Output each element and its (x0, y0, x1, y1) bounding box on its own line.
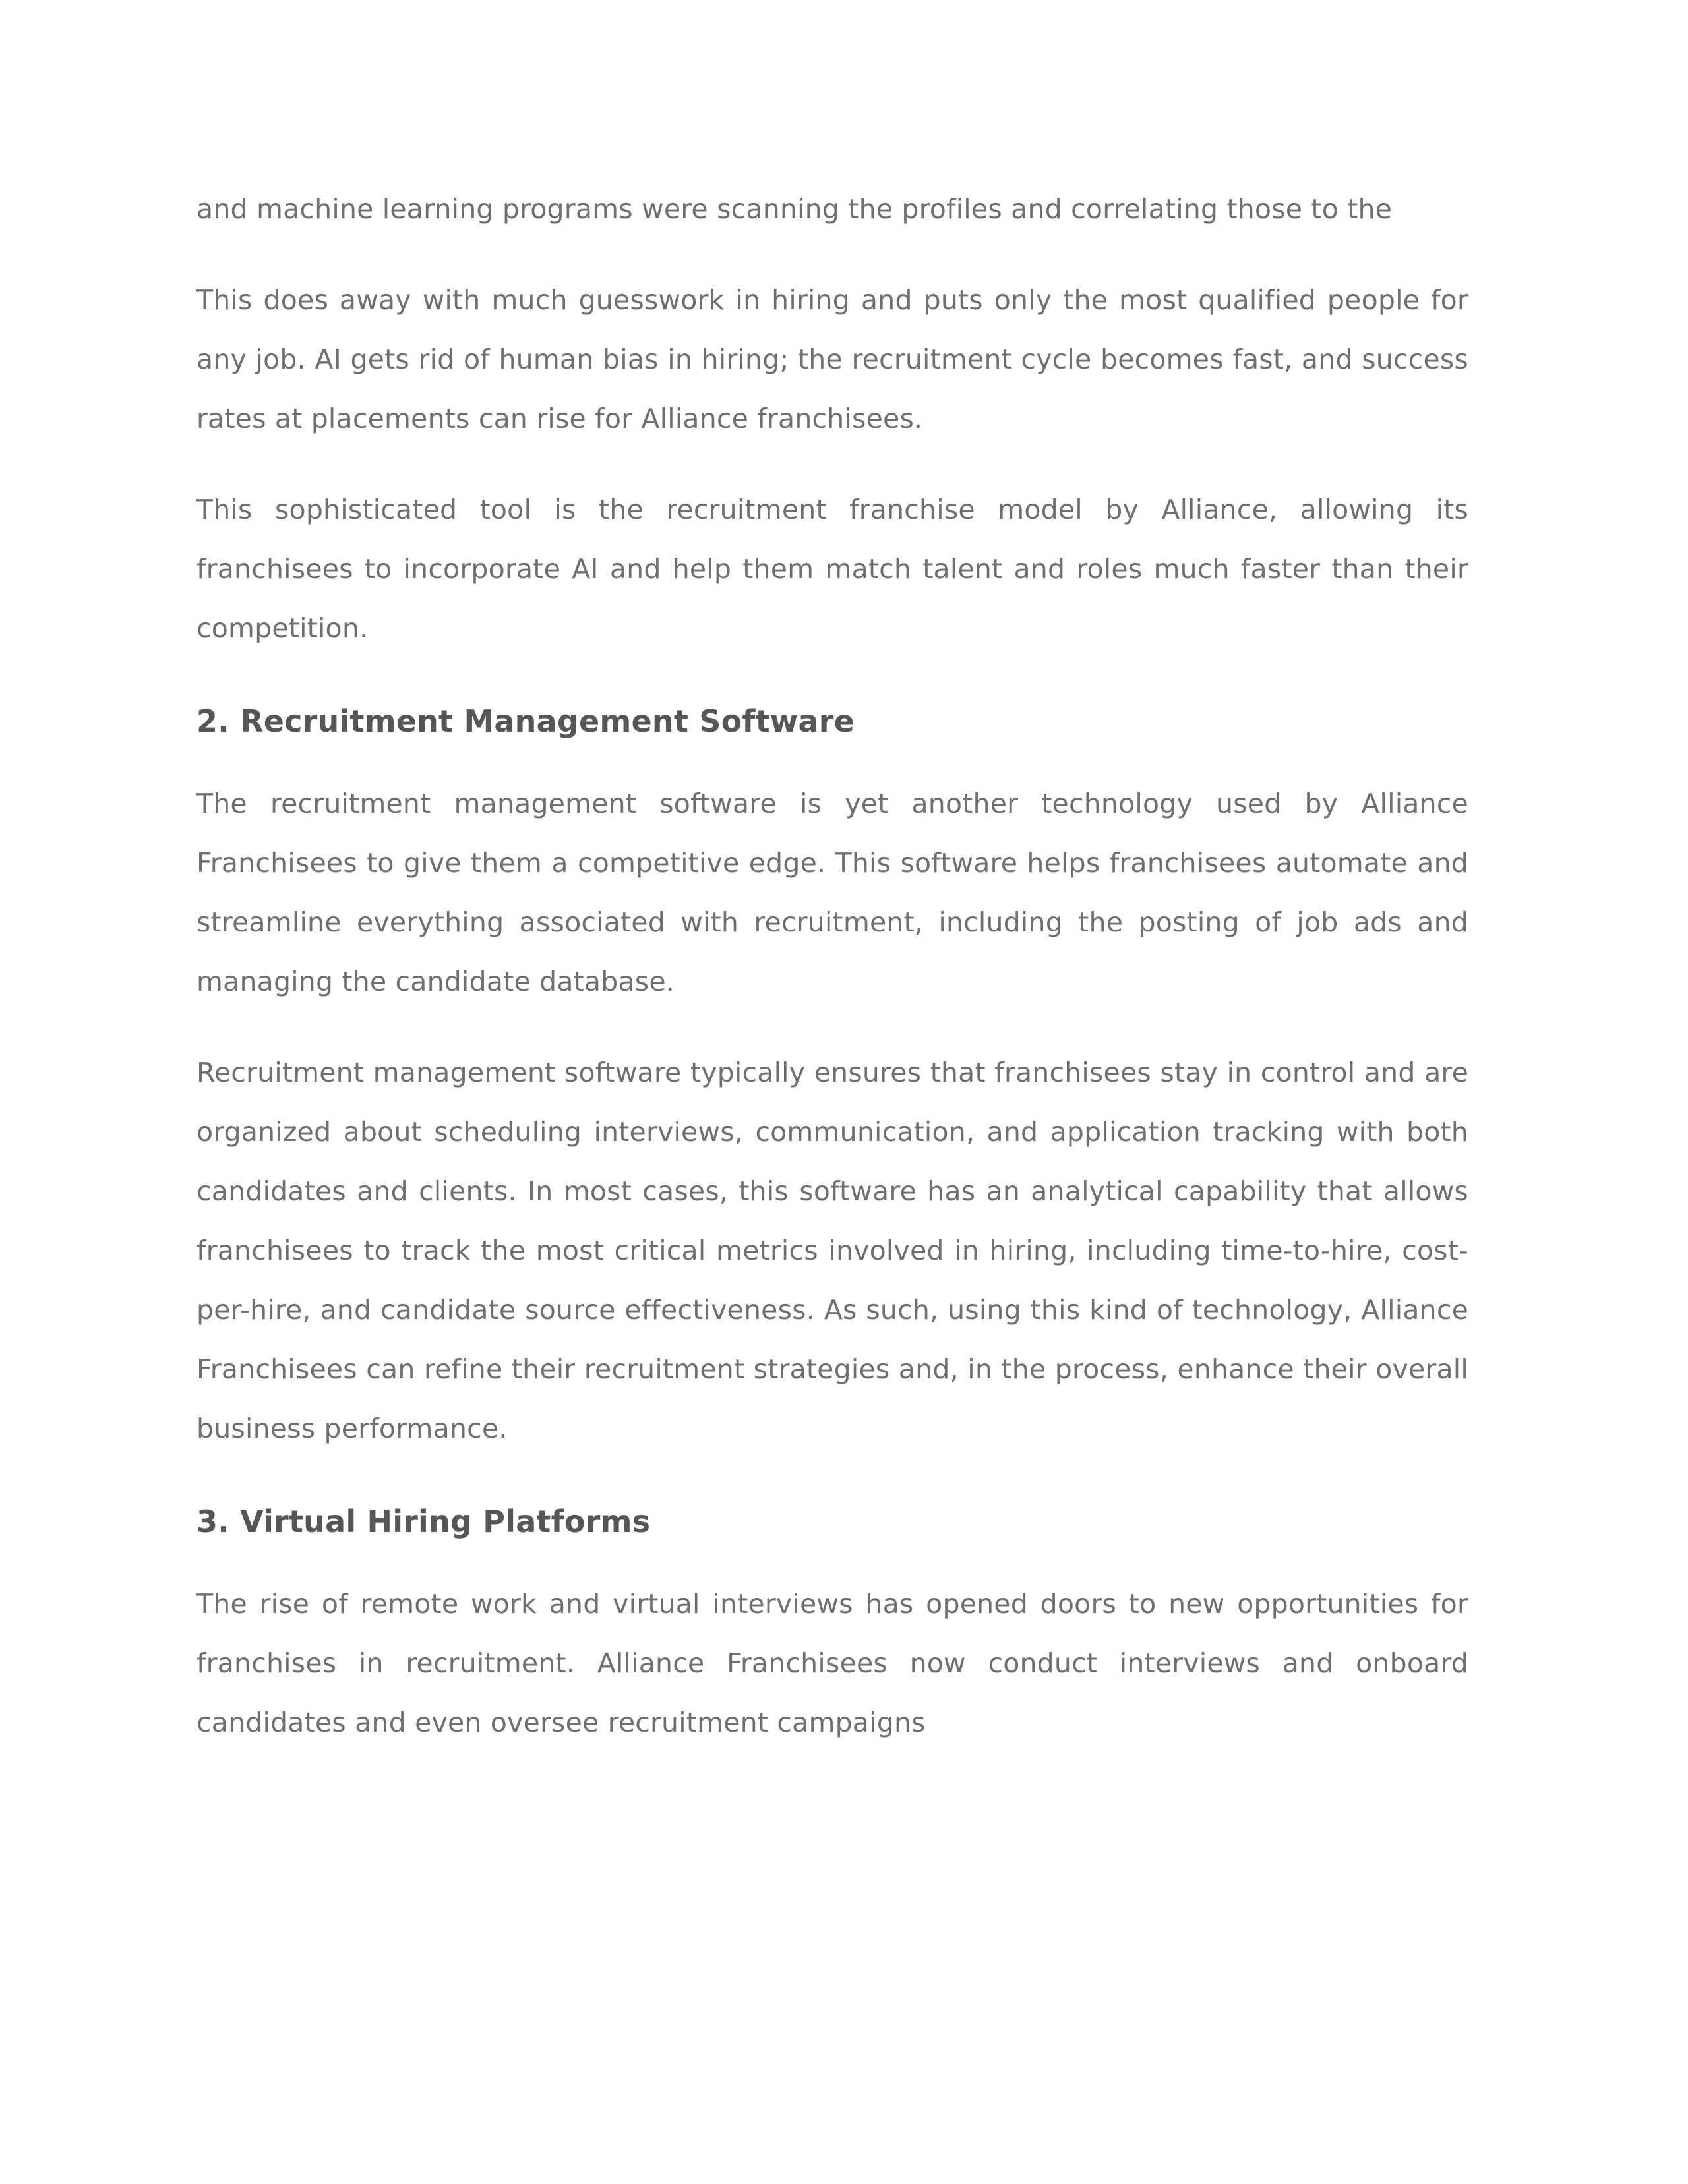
paragraph: This sophisticated tool is the recruitment franchise model by Alliance, allowing its franchisees to incorporate AI and help them match talent and roles much faster than their competition. (196, 494, 1468, 644)
section-heading-virtual-hiring-platforms: 3. Virtual Hiring Platforms (196, 1504, 651, 1539)
document-body (196, 179, 1468, 1752)
paragraph: Recruitment management software typically ensures that franchisees stay in control and are organized about scheduling interviews, communication, and application tracking with both candidates and clients. In most cases, this software has an analytical capability that allows franchisees to track the most critical metrics involved in hiring, including time-to-hire, cost-per-hire, and candidate source effectiveness. As such, using this kind of technology, Alliance Franchisees can refine their recruitment strategies and, in the process, enhance their overall business performance. (196, 1057, 1468, 1444)
paragraph: The recruitment management software is yet another technology used by Alliance Franchisees to give them a competitive edge. This software helps franchisees automate and streamline everything associated with recruitment, including the posting of job ads and managing the candidate database. (196, 788, 1468, 997)
paragraph: The rise of remote work and virtual interviews has opened doors to new opportunities for franchises in recruitment. Alliance Franchisees now conduct interviews and onboard candidates and even oversee recruitment campaigns (196, 1588, 1468, 1738)
paragraph-continuation: and machine learning programs were scanning the profiles and correlating those to the (196, 193, 1393, 225)
paragraph: This does away with much guesswork in hiring and puts only the most qualified people for any job. AI gets rid of human bias in hiring; the recruitment cycle becomes fast, and success rates at placements can rise for Alliance franchisees. (196, 284, 1468, 434)
section-heading-recruitment-management-software: 2. Recruitment Management Software (196, 703, 855, 739)
